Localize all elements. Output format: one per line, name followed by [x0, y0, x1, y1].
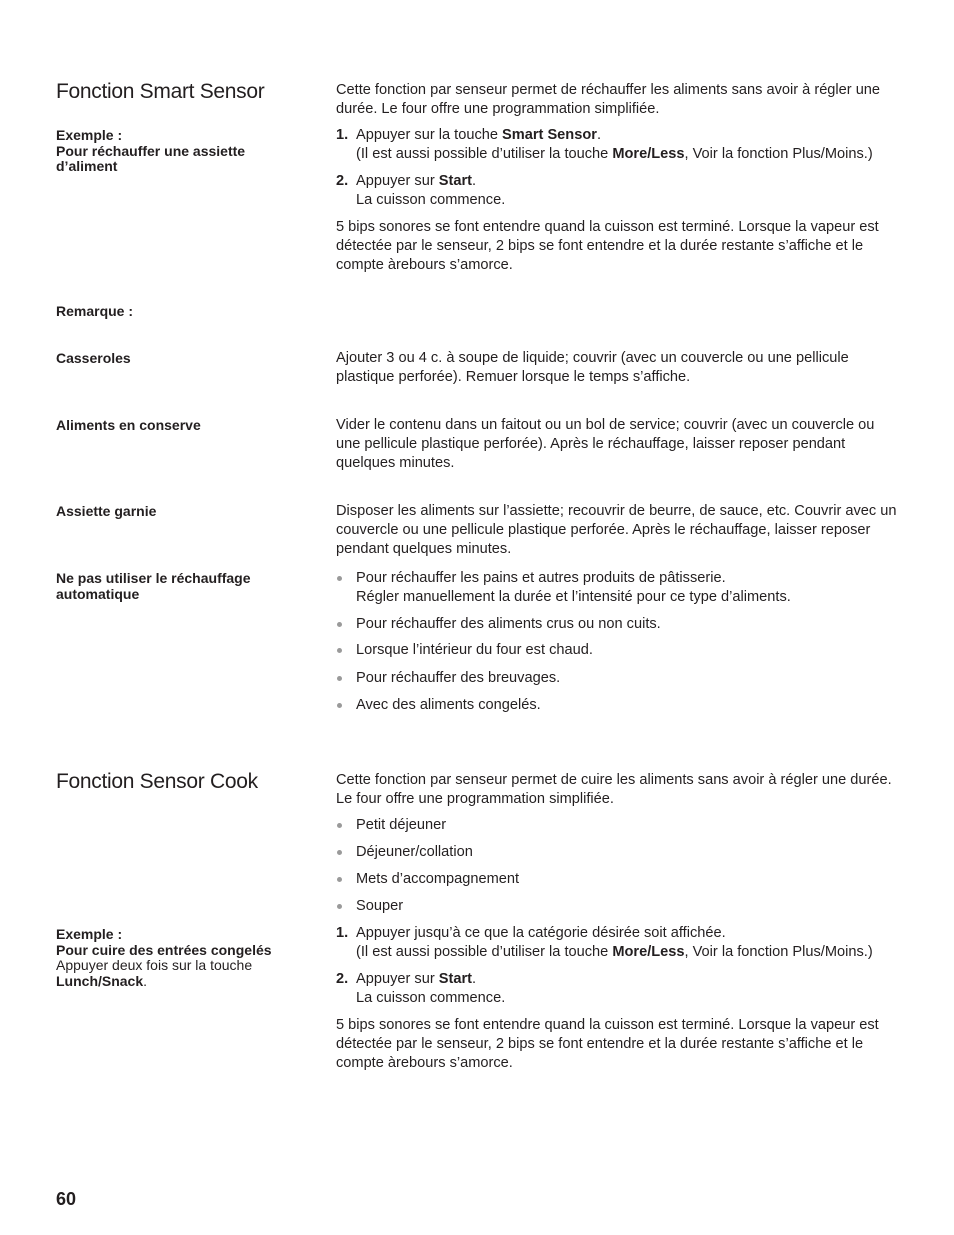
assiette-label: Assiette garnie: [56, 503, 157, 519]
list-item: [356, 696, 916, 715]
conserve-text: Vider le contenu dans un faitout ou un bol de service; couvrir (avec un couvercle ou une pellicule plastique perforée). Après le réchauffage, laisser reposer pendant quelques minutes.: [336, 417, 875, 471]
list-item: [356, 843, 916, 862]
bullet-icon: [337, 576, 342, 581]
bullet-text: Pour réchauffer des breuvages.: [356, 670, 561, 686]
example-text: Pour réchauffer une assiette d’aliment: [56, 142, 246, 174]
list-item: [356, 615, 916, 634]
key-smart-sensor: Smart Sensor: [502, 127, 597, 143]
key-lunch-snack: Lunch/Snack: [56, 972, 144, 989]
do-not-use-label: Ne pas utiliser le réchauffage automatique: [56, 570, 251, 602]
bullet-icon: [337, 850, 342, 855]
example-instruction: Appuyer deux fois sur la touche: [56, 957, 253, 973]
casseroles-text: Ajouter 3 ou 4 c. à soupe de liquide; couvrir (avec un couvercle ou une pellicule plastique perforée). Remuer lorsque le temps s’affiche.: [336, 350, 849, 385]
assiette-text: Disposer les aliments sur l’assiette; recouvrir de beurre, de sauce, etc. Couvrir avec un couvercle ou une pellicule plastique perforée. Après le réchauffage, laisser reposer pendant quelques minutes.: [336, 503, 897, 557]
key-start: Start: [438, 971, 472, 987]
sensor-cook-step-2: [336, 970, 916, 1008]
bullet-icon: [337, 622, 342, 627]
list-item: [356, 569, 916, 607]
step-number: 1.: [336, 127, 349, 143]
step-text: Appuyer sur: [356, 971, 439, 987]
category-text: Petit déjeuner: [356, 817, 447, 833]
list-item: [356, 641, 916, 660]
smart-sensor-intro: Cette fonction par senseur permet de réchauffer les aliments sans avoir à régler une durée. Le four offre une programmation simplifiée.: [336, 82, 881, 117]
example-end: .: [143, 972, 148, 989]
bullet-icon: [337, 823, 342, 828]
list-item: [356, 816, 916, 835]
bullet-text: Lorsque l’intérieur du four est chaud.: [356, 642, 593, 658]
bullet-icon: [337, 703, 342, 708]
smart-sensor-example: [56, 128, 306, 175]
bullet-icon: [337, 676, 342, 681]
list-item: [356, 669, 916, 688]
category-text: Mets d’accompagnement: [356, 871, 520, 887]
sensor-cook-beeps: 5 bips sonores se font entendre quand la cuisson est terminé. Lorsque la vapeur est détectée par le senseur, 2 bips se font entendre et la durée restante s’affiche et le compte àrebours s’amorce.: [336, 1017, 879, 1071]
step-text: Appuyer sur: [356, 173, 439, 189]
step-punct: .: [472, 173, 477, 189]
list-item: [356, 897, 916, 916]
page-number: 60: [56, 1189, 77, 1209]
bullet-text: Pour réchauffer les pains et autres produits de pâtisserie.: [356, 570, 726, 586]
step-result: La cuisson commence.: [356, 990, 506, 1006]
smart-sensor-step-1: [336, 126, 916, 164]
sensor-cook-step-1: [336, 924, 916, 962]
key-more-less: More/Less: [612, 944, 685, 960]
section-title-sensor-cook: Fonction Sensor Cook: [56, 770, 258, 793]
example-text: Pour cuire des entrées congelés: [56, 941, 272, 958]
bullet-extra: Régler manuellement la durée et l’intensité pour ce type d’aliments.: [356, 589, 791, 605]
category-text: Déjeuner/collation: [356, 844, 473, 860]
smart-sensor-beeps: 5 bips sonores se font entendre quand la cuisson est terminé. Lorsque la vapeur est détectée par le senseur, 2 bips se font entendre et la durée restante s’affiche et le compte àrebours s’amorce.: [336, 219, 879, 273]
step-number: 2.: [336, 173, 349, 189]
smart-sensor-step-2: [336, 172, 916, 210]
bullet-icon: [337, 904, 342, 909]
step-result: La cuisson commence.: [356, 192, 506, 208]
step-note: (Il est aussi possible d’utiliser la touche: [356, 944, 613, 960]
step-note-end: , Voir la fonction Plus/Moins.): [684, 146, 873, 162]
category-text: Souper: [356, 898, 404, 914]
bullet-icon: [337, 877, 342, 882]
bullet-text: Avec des aliments congelés.: [356, 697, 541, 713]
step-note: (Il est aussi possible d’utiliser la touche: [356, 146, 613, 162]
sensor-cook-example: [56, 927, 306, 989]
remark-label: Remarque :: [56, 303, 134, 319]
casseroles-label: Casseroles: [56, 350, 131, 366]
step-punct: .: [472, 971, 477, 987]
step-text: Appuyer sur la touche: [356, 127, 503, 143]
example-label: Exemple :: [56, 926, 123, 942]
key-start: Start: [438, 173, 472, 189]
conserve-label: Aliments en conserve: [56, 417, 201, 433]
example-label: Exemple :: [56, 127, 123, 143]
list-item: [356, 870, 916, 889]
bullet-icon: [337, 648, 342, 653]
step-number: 2.: [336, 971, 349, 987]
sensor-cook-intro: Cette fonction par senseur permet de cuire les aliments sans avoir à régler une durée. Le four offre une programmation simplifiée.: [336, 772, 892, 807]
bullet-text: Pour réchauffer des aliments crus ou non cuits.: [356, 616, 661, 632]
step-note-end: , Voir la fonction Plus/Moins.): [684, 944, 873, 960]
step-text: Appuyer jusqu’à ce que la catégorie désirée soit affichée.: [356, 925, 726, 941]
step-number: 1.: [336, 925, 349, 941]
step-punct: .: [596, 127, 601, 143]
section-title-smart-sensor: Fonction Smart Sensor: [56, 80, 265, 103]
key-more-less: More/Less: [612, 146, 685, 162]
